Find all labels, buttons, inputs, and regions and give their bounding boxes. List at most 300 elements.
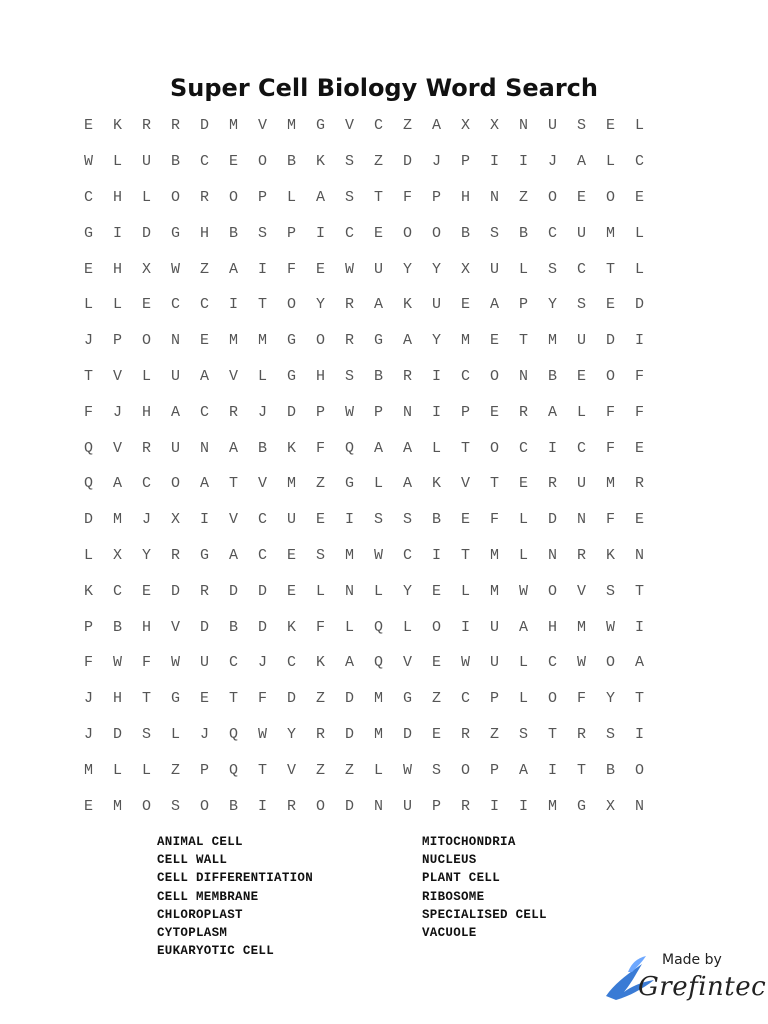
grid-letter: B xyxy=(228,224,238,242)
grid-letter: Z xyxy=(315,475,325,493)
word-list-item: EUKARYOTIC CELL xyxy=(157,944,275,959)
grid-letter: U xyxy=(170,367,180,385)
grid-letter: D xyxy=(344,725,354,743)
grid-letter: A xyxy=(489,296,499,314)
grid-letter: M xyxy=(112,797,122,815)
grid-letter: N xyxy=(576,511,586,529)
grid-letter: R xyxy=(228,403,238,421)
grid-letter: F xyxy=(315,439,325,457)
grid-letter: S xyxy=(315,546,325,564)
grid-letter: N xyxy=(518,367,528,385)
grid-letter: O xyxy=(547,188,557,206)
grid-letter: U xyxy=(489,618,499,636)
grid-row xyxy=(74,788,654,824)
grid-letter: D xyxy=(170,582,180,600)
grid-letter: A xyxy=(315,188,325,206)
grid-letter: K xyxy=(402,296,412,314)
grid-letter: V xyxy=(402,654,412,672)
grid-letter: Z xyxy=(315,761,325,779)
grid-letter: A xyxy=(373,439,383,457)
grid-letter: R xyxy=(634,475,644,493)
grid-letter: V xyxy=(170,618,180,636)
grid-letter: H xyxy=(112,690,122,708)
grid-letter: A xyxy=(431,117,441,135)
grid-row xyxy=(74,502,654,538)
grid-letter: F xyxy=(634,367,644,385)
grid-letter: E xyxy=(286,582,296,600)
grid-letter: M xyxy=(489,546,499,564)
grid-letter: K xyxy=(83,582,93,600)
grid-row xyxy=(74,287,654,323)
grid-letter: L xyxy=(315,582,325,600)
grid-letter: N xyxy=(518,117,528,135)
grid-letter: W xyxy=(402,761,412,779)
grid-letter: R xyxy=(576,725,586,743)
grid-letter: L xyxy=(402,618,412,636)
grid-letter: V xyxy=(228,511,238,529)
grid-letter: C xyxy=(257,511,267,529)
grid-letter: O xyxy=(402,224,412,242)
grid-letter: J xyxy=(83,332,93,350)
grid-letter: Y xyxy=(547,296,557,314)
grid-letter: I xyxy=(228,296,238,314)
grid-letter: X xyxy=(141,260,151,278)
grid-letter: W xyxy=(576,654,586,672)
grid-letter: F xyxy=(257,690,267,708)
grid-letter: L xyxy=(460,582,470,600)
grid-letter: L xyxy=(518,546,528,564)
grid-letter: S xyxy=(170,797,180,815)
grid-letter: M xyxy=(576,618,586,636)
grid-letter: Y xyxy=(605,690,615,708)
grid-row xyxy=(74,359,654,395)
grid-letter: O xyxy=(605,188,615,206)
grid-letter: D xyxy=(83,511,93,529)
made-by-label: Made by xyxy=(662,952,722,968)
grid-letter: Q xyxy=(228,725,238,743)
grid-letter: I xyxy=(489,797,499,815)
grid-letter: N xyxy=(170,332,180,350)
grid-letter: Z xyxy=(344,761,354,779)
grid-letter: D xyxy=(257,618,267,636)
grid-letter: F xyxy=(286,260,296,278)
grid-letter: R xyxy=(518,403,528,421)
grid-letter: B xyxy=(228,618,238,636)
grid-letter: A xyxy=(199,475,209,493)
grid-letter: F xyxy=(605,511,615,529)
grid-letter: S xyxy=(576,296,586,314)
grid-letter: H xyxy=(112,188,122,206)
grid-letter: A xyxy=(547,403,557,421)
grid-letter: N xyxy=(402,403,412,421)
grid-letter: M xyxy=(547,332,557,350)
grid-letter: N xyxy=(547,546,557,564)
grid-letter: L xyxy=(112,296,122,314)
grid-letter: L xyxy=(373,761,383,779)
grid-letter: F xyxy=(315,618,325,636)
grid-letter: Q xyxy=(373,618,383,636)
word-list-item: PLANT CELL xyxy=(422,871,501,886)
grid-letter: K xyxy=(112,117,122,135)
grid-letter: E xyxy=(141,582,151,600)
grid-letter: T xyxy=(373,188,383,206)
grid-letter: I xyxy=(460,618,470,636)
grid-letter: S xyxy=(576,117,586,135)
grid-letter: C xyxy=(460,367,470,385)
word-list-left xyxy=(157,833,313,960)
grid-row xyxy=(74,108,654,144)
grid-letter: T xyxy=(228,475,238,493)
grid-letter: C xyxy=(402,546,412,564)
grid-letter: H xyxy=(547,618,557,636)
grid-letter: O xyxy=(634,761,644,779)
grid-letter: U xyxy=(286,511,296,529)
grid-letter: C xyxy=(344,224,354,242)
grid-row xyxy=(74,430,654,466)
grid-letter: P xyxy=(286,224,296,242)
grid-letter: S xyxy=(344,153,354,171)
grid-letter: P xyxy=(460,403,470,421)
grid-letter: F xyxy=(605,403,615,421)
grid-letter: J xyxy=(257,403,267,421)
grid-letter: P xyxy=(460,153,470,171)
grid-letter: U xyxy=(489,260,499,278)
grid-letter: R xyxy=(547,475,557,493)
grid-letter: K xyxy=(286,618,296,636)
grid-letter: C xyxy=(518,439,528,457)
grid-letter: A xyxy=(518,618,528,636)
grid-letter: C xyxy=(634,153,644,171)
grid-letter: R xyxy=(141,439,151,457)
grid-letter: C xyxy=(547,224,557,242)
grid-letter: L xyxy=(170,725,180,743)
grid-letter: A xyxy=(576,153,586,171)
grid-letter: K xyxy=(605,546,615,564)
grid-letter: G xyxy=(286,367,296,385)
grid-letter: T xyxy=(489,475,499,493)
grid-letter: S xyxy=(547,260,557,278)
word-list-item: CELL MEMBRANE xyxy=(157,889,259,904)
grid-letter: U xyxy=(431,296,441,314)
grid-letter: G xyxy=(286,332,296,350)
grid-letter: L xyxy=(605,153,615,171)
grid-letter: D xyxy=(141,224,151,242)
grid-letter: M xyxy=(83,761,93,779)
grid-letter: M xyxy=(605,224,615,242)
grid-letter: H xyxy=(112,260,122,278)
grid-letter: I xyxy=(518,153,528,171)
word-list-item: ANIMAL CELL xyxy=(157,835,243,849)
grid-letter: P xyxy=(373,403,383,421)
grid-letter: E xyxy=(634,188,644,206)
grid-letter: P xyxy=(315,403,325,421)
grid-letter: I xyxy=(431,546,441,564)
grid-letter: M xyxy=(112,511,122,529)
grid-letter: Z xyxy=(315,690,325,708)
grid-letter: C xyxy=(576,439,586,457)
grid-letter: S xyxy=(605,725,615,743)
grid-letter: N xyxy=(489,188,499,206)
grid-letter: E xyxy=(460,511,470,529)
grid-letter: J xyxy=(431,153,441,171)
grid-letter: P xyxy=(199,761,209,779)
letter-grid xyxy=(74,108,654,824)
grid-letter: K xyxy=(315,654,325,672)
grid-letter: R xyxy=(402,367,412,385)
grid-letter: H xyxy=(141,403,151,421)
grid-letter: V xyxy=(228,367,238,385)
word-list-item: CYTOPLASM xyxy=(157,926,228,941)
grid-letter: D xyxy=(344,797,354,815)
grid-letter: B xyxy=(286,153,296,171)
grid-letter: R xyxy=(199,582,209,600)
grid-letter: Z xyxy=(518,188,528,206)
grefintec-logo xyxy=(600,946,767,1016)
grid-letter: S xyxy=(141,725,151,743)
grid-letter: Y xyxy=(431,260,441,278)
grid-letter: A xyxy=(170,403,180,421)
grid-letter: N xyxy=(344,582,354,600)
grid-letter: U xyxy=(547,117,557,135)
grid-letter: S xyxy=(344,188,354,206)
grid-letter: E xyxy=(605,117,615,135)
grid-letter: D xyxy=(199,117,209,135)
grid-letter: C xyxy=(199,403,209,421)
grid-letter: O xyxy=(489,439,499,457)
grid-letter: P xyxy=(83,618,93,636)
grid-letter: E xyxy=(315,511,325,529)
grid-letter: G xyxy=(199,546,209,564)
grid-letter: R xyxy=(170,546,180,564)
grid-letter: R xyxy=(315,725,325,743)
grid-letter: R xyxy=(460,797,470,815)
grid-letter: U xyxy=(576,224,586,242)
grid-row xyxy=(74,752,654,788)
grid-letter: T xyxy=(634,582,644,600)
grid-letter: N xyxy=(634,546,644,564)
grid-letter: M xyxy=(460,332,470,350)
grid-letter: A xyxy=(199,367,209,385)
grid-letter: O xyxy=(257,153,267,171)
grid-letter: E xyxy=(634,439,644,457)
grid-letter: Z xyxy=(199,260,209,278)
grid-letter: W xyxy=(373,546,383,564)
grid-letter: G xyxy=(373,332,383,350)
grid-letter: M xyxy=(373,690,383,708)
grid-letter: Z xyxy=(431,690,441,708)
grid-letter: D xyxy=(286,690,296,708)
grid-letter: R xyxy=(286,797,296,815)
grid-letter: E xyxy=(141,296,151,314)
grid-letter: U xyxy=(489,654,499,672)
grid-letter: X xyxy=(605,797,615,815)
grid-letter: C xyxy=(373,117,383,135)
grid-letter: H xyxy=(141,618,151,636)
grid-letter: W xyxy=(257,725,267,743)
grid-letter: G xyxy=(315,117,325,135)
grid-letter: X xyxy=(460,260,470,278)
grid-letter: L xyxy=(634,224,644,242)
grid-letter: F xyxy=(141,654,151,672)
grid-letter: R xyxy=(170,117,180,135)
grid-letter: O xyxy=(431,224,441,242)
grid-letter: P xyxy=(257,188,267,206)
grid-letter: S xyxy=(489,224,499,242)
word-list-item: CHLOROPLAST xyxy=(157,907,243,922)
grid-letter: L xyxy=(518,654,528,672)
word-list-item: CELL WALL xyxy=(157,853,228,868)
grid-letter: U xyxy=(402,797,412,815)
grid-letter: E xyxy=(199,332,209,350)
grid-letter: C xyxy=(228,654,238,672)
grid-letter: A xyxy=(402,475,412,493)
grid-letter: L xyxy=(431,439,441,457)
grid-letter: Z xyxy=(489,725,499,743)
grid-row xyxy=(74,394,654,430)
grid-letter: L xyxy=(634,260,644,278)
word-list-item: SPECIALISED CELL xyxy=(422,907,547,922)
grid-letter: U xyxy=(170,439,180,457)
grid-letter: P xyxy=(489,690,499,708)
grid-letter: D xyxy=(344,690,354,708)
grid-letter: M xyxy=(228,117,238,135)
grid-letter: V xyxy=(576,582,586,600)
grid-letter: L xyxy=(112,153,122,171)
grid-letter: O xyxy=(605,367,615,385)
grid-letter: E xyxy=(83,117,93,135)
grid-letter: C xyxy=(547,654,557,672)
grid-letter: I xyxy=(257,797,267,815)
grid-letter: I xyxy=(518,797,528,815)
grid-letter: W xyxy=(170,654,180,672)
grid-letter: L xyxy=(141,761,151,779)
grid-letter: Q xyxy=(373,654,383,672)
grid-letter: W xyxy=(344,403,354,421)
grid-letter: N xyxy=(373,797,383,815)
grid-letter: L xyxy=(83,546,93,564)
grid-letter: T xyxy=(83,367,93,385)
grid-letter: A xyxy=(344,654,354,672)
grid-letter: U xyxy=(199,654,209,672)
grid-row xyxy=(74,323,654,359)
grid-letter: M xyxy=(489,582,499,600)
grid-letter: F xyxy=(83,654,93,672)
grid-letter: Y xyxy=(402,260,412,278)
grid-letter: O xyxy=(315,797,325,815)
grid-letter: E xyxy=(489,403,499,421)
grid-letter: H xyxy=(199,224,209,242)
grid-letter: Y xyxy=(402,582,412,600)
grid-letter: O xyxy=(199,797,209,815)
grid-letter: J xyxy=(141,511,151,529)
grid-letter: T xyxy=(547,725,557,743)
word-list-item: MITOCHONDRIA xyxy=(422,835,516,849)
grid-letter: G xyxy=(402,690,412,708)
grid-letter: X xyxy=(460,117,470,135)
grid-letter: A xyxy=(228,260,238,278)
grid-letter: O xyxy=(460,761,470,779)
grid-letter: M xyxy=(547,797,557,815)
grid-letter: L xyxy=(518,511,528,529)
grid-row xyxy=(74,144,654,180)
grid-letter: E xyxy=(199,690,209,708)
grid-letter: T xyxy=(141,690,151,708)
grid-letter: T xyxy=(257,296,267,314)
grid-letter: Y xyxy=(286,725,296,743)
grid-letter: I xyxy=(431,403,441,421)
grid-letter: Z xyxy=(373,153,383,171)
word-list-right xyxy=(422,833,547,942)
grid-letter: C xyxy=(199,153,209,171)
word-list-item: RIBOSOME xyxy=(422,889,485,904)
grid-letter: I xyxy=(112,224,122,242)
grid-letter: L xyxy=(518,690,528,708)
grid-letter: D xyxy=(286,403,296,421)
grid-letter: L xyxy=(141,367,151,385)
grid-letter: E xyxy=(634,511,644,529)
grid-letter: S xyxy=(518,725,528,743)
grid-letter: X xyxy=(489,117,499,135)
grid-letter: T xyxy=(605,260,615,278)
grid-letter: A xyxy=(634,654,644,672)
grid-letter: Z xyxy=(170,761,180,779)
grid-letter: E xyxy=(431,654,441,672)
grid-letter: W xyxy=(112,654,122,672)
grid-letter: D xyxy=(402,153,412,171)
grid-letter: B xyxy=(547,367,557,385)
grid-letter: I xyxy=(315,224,325,242)
grid-letter: A xyxy=(228,546,238,564)
grid-letter: S xyxy=(605,582,615,600)
grid-letter: D xyxy=(228,582,238,600)
grid-letter: S xyxy=(373,511,383,529)
grid-letter: L xyxy=(373,582,383,600)
grid-letter: C xyxy=(257,546,267,564)
grid-letter: U xyxy=(576,475,586,493)
grid-letter: T xyxy=(257,761,267,779)
word-list-item: NUCLEUS xyxy=(422,853,477,868)
grid-letter: O xyxy=(489,367,499,385)
grid-letter: W xyxy=(344,260,354,278)
grid-letter: J xyxy=(199,725,209,743)
grid-letter: L xyxy=(83,296,93,314)
grid-letter: D xyxy=(547,511,557,529)
grid-letter: K xyxy=(431,475,441,493)
grid-letter: B xyxy=(112,618,122,636)
grid-letter: F xyxy=(605,439,615,457)
grid-letter: P xyxy=(112,332,122,350)
grid-letter: V xyxy=(112,439,122,457)
grid-letter: B xyxy=(460,224,470,242)
grid-letter: Y xyxy=(315,296,325,314)
grid-letter: N xyxy=(634,797,644,815)
grid-letter: T xyxy=(518,332,528,350)
grid-letter: P xyxy=(489,761,499,779)
grid-letter: L xyxy=(634,117,644,135)
grid-letter: O xyxy=(431,618,441,636)
grid-row xyxy=(74,180,654,216)
grid-letter: T xyxy=(460,546,470,564)
grid-letter: I xyxy=(257,260,267,278)
grid-letter: T xyxy=(576,761,586,779)
grid-letter: W xyxy=(518,582,528,600)
grid-letter: M xyxy=(373,725,383,743)
grid-letter: C xyxy=(460,690,470,708)
grid-letter: L xyxy=(518,260,528,278)
grid-letter: I xyxy=(634,618,644,636)
grid-letter: K xyxy=(315,153,325,171)
grid-letter: I xyxy=(199,511,209,529)
